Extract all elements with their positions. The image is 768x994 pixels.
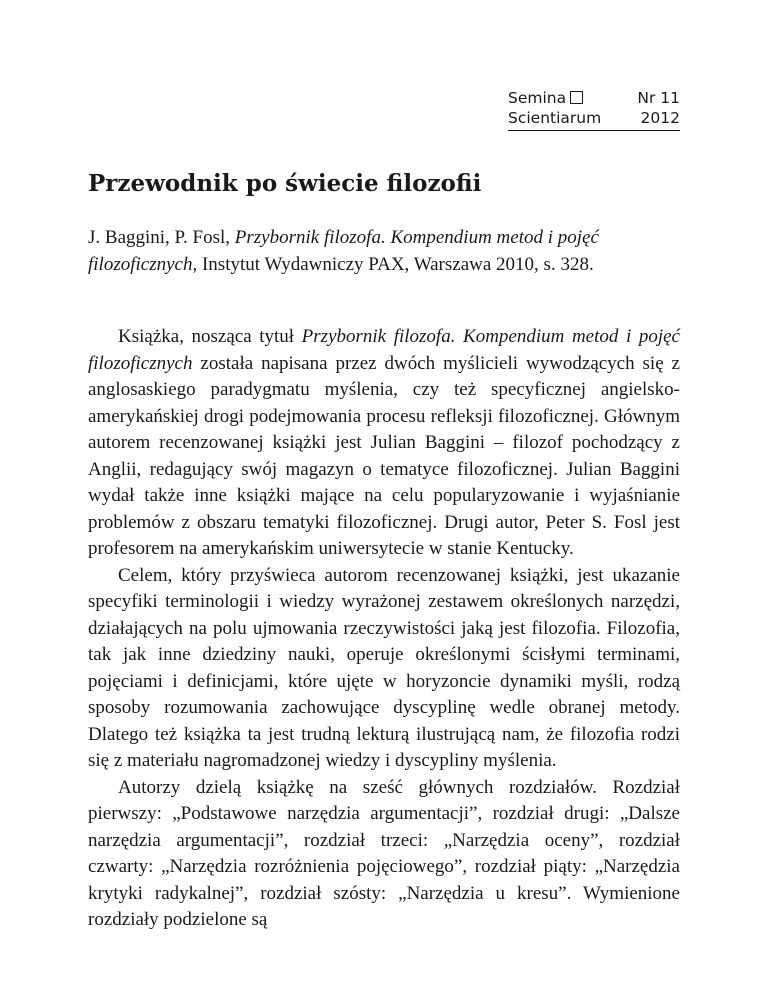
article-body (88, 324, 680, 934)
citation-publisher: , Instytut Wydawniczy PAX, Warszawa 2010, s. 328. (192, 254, 594, 275)
paragraph-3: Autorzy dzielą książkę na sześć głównych rozdziałów. Rozdział pierwszy: „Podstawowe narzędzia argumentacji”, rozdział drugi: „Dalsze narzędzia argumentacji”, rozdział trzeci: „Narzędzia oceny”, rozdział czwarty: „Narzędzia rozróżnienia pojęciowego”, rozdział piąty: „Narzędzia krytyki radykalnej”, rozdział szósty: „Narzędzia u kresu”. Wymienione rozdziały podzielone są (88, 776, 680, 930)
issue-number: Nr 11 (637, 89, 680, 107)
issue-year: 2012 (640, 109, 680, 127)
paragraph-1 (88, 324, 680, 563)
journal-name-line2: Scientiarum (508, 109, 602, 127)
citation-book-title: Przybornik filozofa. Kompendium metod i pojęć filozoficznych (88, 227, 599, 275)
paragraph-2: Celem, który przyświeca autorom recenzowanej książki, jest ukazanie specyfiki terminologii i wiedzy wyrażonej zestawem określonych narzędzi, działających na polu ujmowania rzeczywistości jaką jest filozofia. Filozofia, tak jak inne dziedziny nauki, operuje określonymi ścisłymi terminami, pojęciami i definicjami, które ujęte w horyzoncie dynamiki myśli, rodzą sposoby rozumowania zachowujące dyscyplinę wedle obranej metody. Dlatego też książka ta jest trudną lekturą ilustrującą nam, że filozofia rodzi się z materiału nagromadzonej wiedzy i dyscypliny myślenia. (88, 564, 680, 771)
journal-header (508, 88, 680, 131)
paragraph-1-start: Książka, nosząca tytuł (118, 326, 302, 347)
paragraph-1-book-title: Przybornik filozofa. Kompendium metod i pojęć filozoficznych (88, 326, 680, 374)
article-title: Przewodnik po świecie filozofii (88, 170, 482, 197)
citation-authors: J. Baggini, P. Fosl, (88, 227, 235, 248)
paragraph-1-rest: została napisana przez dwóch myślicieli wywodzących się z anglosaskiego paradygmatu myślenia, czy też specyficznej angielsko-amerykańskiej drogi podejmowania procesu refleksji filozoficznej. Głównym autorem recenzowanej książki jest Julian Baggini – filozof pochodzący z Anglii, redagujący swój magazyn o tematyce filozoficznej. Julian Baggini wydał także inne książki mające na celu popularyzowanie i wyjaśnianie problemów z obszaru tematyki filozoficznej. Drugi autor, Peter S. Fosl jest profesorem na amerykańskim uniwersytecie w stanie Kentucky. (88, 352, 680, 559)
book-citation (88, 224, 680, 278)
journal-name-line1: Semina (508, 89, 567, 107)
square-glyph-icon (570, 91, 583, 104)
